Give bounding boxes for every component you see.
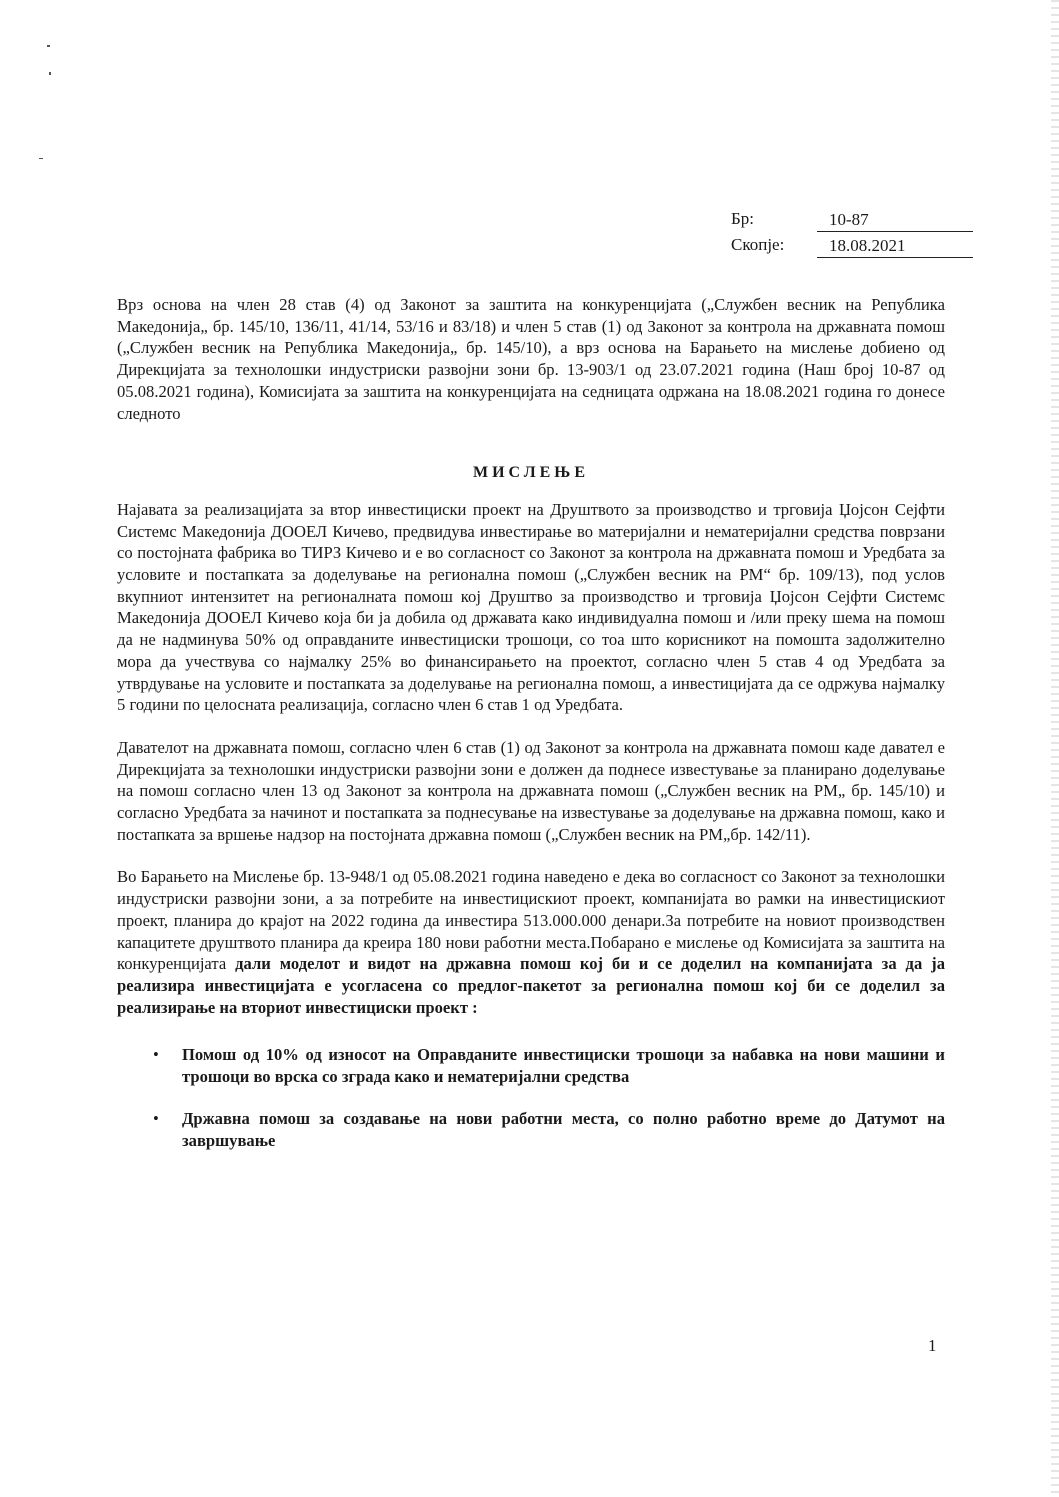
scan-edge-artifact (1051, 0, 1059, 1497)
reference-number-row (731, 206, 973, 232)
list-item-text: Државна помош за создавање на нови работни места, со полно работно време до Датумот на завршување (182, 1108, 945, 1150)
reference-block (731, 206, 973, 258)
body-paragraph-2: Давателот на државната помош, согласно член 6 став (1) од Законот за контрола на државната помош каде давател е Дирекцијата за технолошки индустриски развојни зони е должен да поднесе известување за планирано доделување на помош согласно член 13 од Законот за контрола на државната помош („Службен весник на РМ„ бр. 145/10) и согласно Уредбата за начинот и постапката за поднесување на известување за доделување на државна помош, како и постапката за вршење надзор на постојната државна помош („Службен весник на РМ„бр. 142/11). (117, 737, 945, 844)
list-item (117, 1108, 945, 1151)
body-paragraph-1: Најавата за реализацијата за втор инвестициски проект на Друштвото за производство и трговија Џојсон Сејфти Системс Македонија ДООЕЛ Кичево, предвидува инвестирање во материјални и нематеријални средства поврзани со постојната фабрика во ТИРЗ Кичево и е во согласност со Законот за контрола на државната помош и Уредбата за условите и постапката за доделување на регионална помош („Службен весник на РМ“ бр. 109/13), под услов вкупниот интензитет на регионалната помош кој Друштво за производство и трговија Џојсон Сејфти Системс Македонија ДООЕЛ Кичево која би ја добила од државата како индивидуална помош и /или преку шема на помош да не надминува 50% од оправданите инвестициски трошоци, со тоа што корисникот на помошта задолжително мора да учествува со најмалку 25% во финансирањето на проектот, согласно член 5 став 4 од Уредбата за утврдување на условите и постапката за доделување на регионална помош, а инвестицијата да се одржува најмалку 5 години по целосната реализација, согласно член 6 став 1 од Уредбата. (117, 499, 945, 715)
scan-speck (39, 158, 43, 159)
list-item (117, 1044, 945, 1087)
list-item-text: Помош од 10% од износот на Оправданите инвестициски трошоци за набавка на нови машини и трошоци во врска со зграда како и нематеријални средства (182, 1045, 945, 1087)
bullet-icon: • (153, 1045, 159, 1065)
intro-paragraph: Врз основа на член 28 став (4) од Законот за заштита на конкуренцијата („Службен весник на Република Македонија„ бр. 145/10, 136/11, 41/14, 53/16 и 83/18) и член 5 став (1) од Законот за контрола на државната помош („Службен весник на Република Македонија„ бр. 145/10), а врз основа на Барањето на мислење добиено од Дирекцијата за технолошки индустриски развојни зони бр. 13-903/1 од 23.07.2021 година (Наш број 10-87 од 05.08.2021 година), Комисијата за заштита на конкуренцијата на седницата одржана на 18.08.2021 година го донесе следното (117, 295, 945, 423)
paragraph-3-text: Во Барањето на Мислење бр. 13-948/1 од 05.08.2021 година наведено е дека во согласност со Законот за технолошки индустриски развојни зони, а за потребите на инвестицискиот проект, компанијата во рамки на инвестицискиот проект, планира до крајот на 2022 година да инвестира 513.000.000 денари.За потребите на новиот производствен капацитете друштвото планира да креира 180 нови работни места.Побарано е мислење од Комисијата за заштита на конкуренцијата (117, 867, 945, 974)
reference-number-label: Бр: (731, 209, 754, 228)
reference-number-value: 10-87 (817, 209, 973, 232)
document-title: МИСЛЕЊЕ (473, 464, 589, 482)
scan-speck (49, 72, 51, 75)
place-label: Скопје: (731, 235, 785, 254)
page-number: 1 (928, 1336, 937, 1355)
bullet-icon: • (153, 1108, 159, 1128)
place-date-row (731, 232, 973, 258)
body-paragraph-3 (117, 866, 945, 1018)
document-body (117, 294, 945, 1171)
paragraph-3-bold-question: дали моделот и видот на државна помош кој би и се доделил на компанијата за да ја реализира инвестицијата е усогласена со предлог-пакетот за регионална помош кој би се доделил за реализирање на вториот инвестициски проект : (117, 954, 946, 1017)
scan-speck (47, 45, 50, 47)
date-value: 18.08.2021 (817, 235, 973, 258)
aid-measures-list (117, 1044, 945, 1151)
